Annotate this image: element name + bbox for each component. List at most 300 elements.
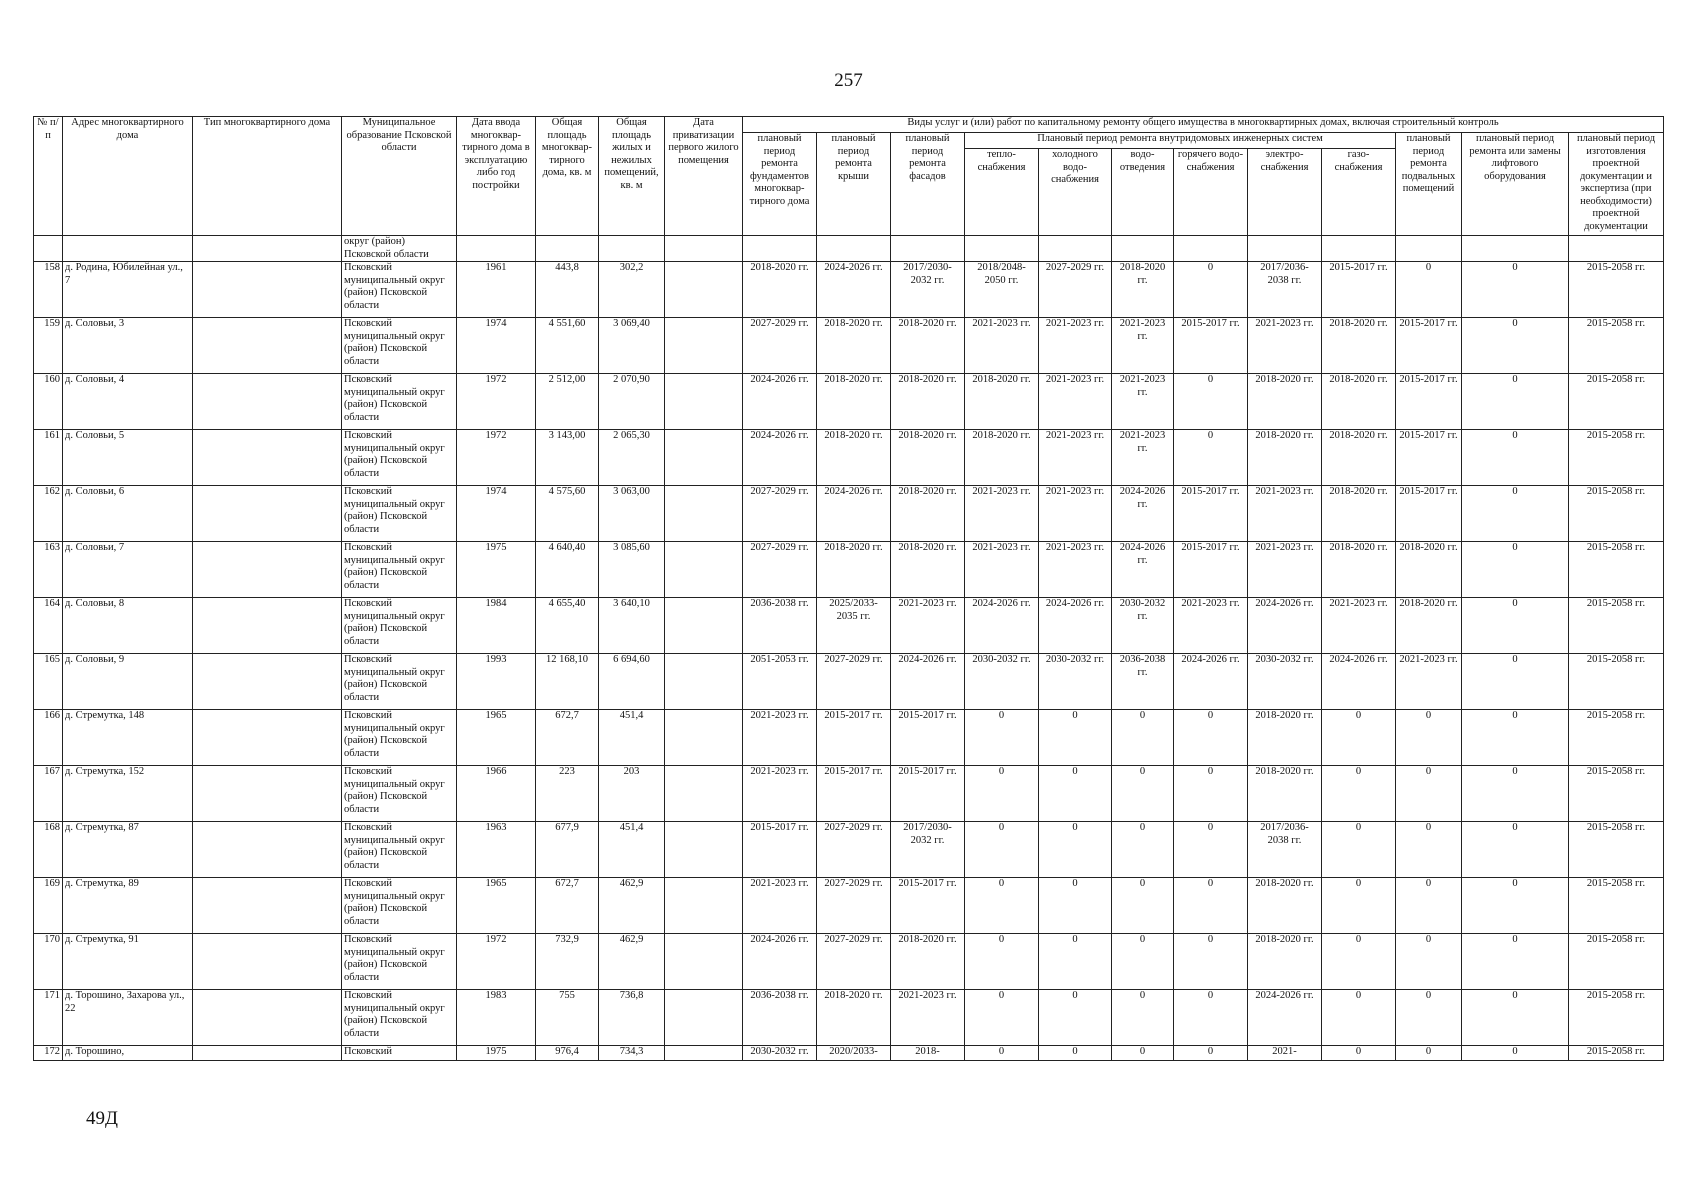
cell-foundation: 2036-2038 гг. (743, 598, 817, 654)
cell-year: 1966 (457, 766, 536, 822)
cell-heat: 2018/2048-2050 гг. (965, 262, 1039, 318)
cell-gas: 0 (1322, 710, 1396, 766)
cell-basement: 2015-2017 гг. (1396, 486, 1462, 542)
footer-code: 49Д (86, 1108, 118, 1129)
cell-address: д. Стремутка, 91 (63, 934, 193, 990)
cell-drainage: 2018-2020 гг. (1112, 262, 1174, 318)
cell-roof: 2020/2033- (817, 1046, 891, 1061)
cell-drainage: 2021-2023 гг. (1112, 374, 1174, 430)
cell-facade: 2018-2020 гг. (891, 430, 965, 486)
header-facade: плановый период ремонта фасадов (891, 133, 965, 236)
cell-roof: 2015-2017 гг. (817, 766, 891, 822)
header-design-docs: плановый период изготовления проектной документации и экспертиза (при необходимости) проектной документации (1569, 133, 1664, 236)
cell-drainage: 0 (1112, 990, 1174, 1046)
cell-drainage: 0 (1112, 1046, 1174, 1061)
cell-design-docs: 2015-2058 гг. (1569, 822, 1664, 878)
cell-heat: 2018-2020 гг. (965, 374, 1039, 430)
cell-type (193, 486, 342, 542)
cell-basement: 0 (1396, 1046, 1462, 1061)
cell-elevator: 0 (1462, 486, 1569, 542)
cell-cold-water: 2021-2023 гг. (1039, 542, 1112, 598)
cell-cold-water: 0 (1039, 878, 1112, 934)
cell-living-area: 3 085,60 (599, 542, 665, 598)
cell-facade: 2018- (891, 1046, 965, 1061)
cell-heat: 2018-2020 гг. (965, 430, 1039, 486)
cell-design-docs: 2015-2058 гг. (1569, 1046, 1664, 1061)
cell-privatization-date (665, 430, 743, 486)
cell-total-area: 443,8 (536, 262, 599, 318)
cell-basement: 2015-2017 гг. (1396, 430, 1462, 486)
cell-drainage: 0 (1112, 822, 1174, 878)
cell-type (193, 374, 342, 430)
cell-year: 1975 (457, 542, 536, 598)
cell-elevator: 0 (1462, 990, 1569, 1046)
cell-privatization-date (665, 878, 743, 934)
cell-privatization-date (665, 598, 743, 654)
cell-total-area: 4 655,40 (536, 598, 599, 654)
cell-foundation: 2036-2038 гг. (743, 990, 817, 1046)
cell-foundation: 2030-2032 гг. (743, 1046, 817, 1061)
capital-repair-table (33, 116, 1664, 1061)
cell-design-docs: 2015-2058 гг. (1569, 598, 1664, 654)
cell-num: 167 (34, 766, 63, 822)
cell-year: 1972 (457, 430, 536, 486)
cell-type (193, 318, 342, 374)
cell-year: 1983 (457, 990, 536, 1046)
cell-drainage: 0 (1112, 766, 1174, 822)
cell-heat: 2030-2032 гг. (965, 654, 1039, 710)
header-engineering-group: Плановый период ремонта внутридомовых инженерных систем (965, 133, 1396, 149)
page-number: 257 (834, 70, 863, 91)
cell-gas: 2021-2023 гг. (1322, 598, 1396, 654)
cell-cold-water: 0 (1039, 822, 1112, 878)
cell-hot-water: 0 (1174, 822, 1248, 878)
cell-heat: 2024-2026 гг. (965, 598, 1039, 654)
cell-heat: 0 (965, 710, 1039, 766)
header-municipality: Муниципальное образование Псковской области (342, 117, 457, 236)
cell-roof: 2018-2020 гг. (817, 318, 891, 374)
cell-hot-water: 2015-2017 гг. (1174, 542, 1248, 598)
cell-design-docs: 2015-2058 гг. (1569, 990, 1664, 1046)
cell-gas: 0 (1322, 990, 1396, 1046)
cell-address: д. Соловьи, 8 (63, 598, 193, 654)
cell-num: 159 (34, 318, 63, 374)
header-total-area: Общая площадь многоквар-тирного дома, кв. м (536, 117, 599, 236)
cell-roof: 2025/2033-2035 гг. (817, 598, 891, 654)
cell-cold-water: 0 (1039, 990, 1112, 1046)
table-row (34, 486, 1664, 542)
cell-elevator: 0 (1462, 542, 1569, 598)
cell-total-area: 755 (536, 990, 599, 1046)
cell-num: 161 (34, 430, 63, 486)
cell-year: 1963 (457, 822, 536, 878)
cell-heat: 0 (965, 766, 1039, 822)
cell-privatization-date (665, 710, 743, 766)
cell-foundation: 2021-2023 гг. (743, 710, 817, 766)
cell-facade: 2015-2017 гг. (891, 766, 965, 822)
cell-gas: 0 (1322, 766, 1396, 822)
header-basement: плановый период ремонта подвальных помещений (1396, 133, 1462, 236)
cell-num: 162 (34, 486, 63, 542)
cell-roof: 2027-2029 гг. (817, 822, 891, 878)
cell-design-docs: 2015-2058 гг. (1569, 542, 1664, 598)
table-body (34, 236, 1664, 1061)
cell-elevator: 0 (1462, 934, 1569, 990)
header-address: Адрес многоквартирного дома (63, 117, 193, 236)
cell-electric: 2021-2023 гг. (1248, 318, 1322, 374)
header-foundation: плановый период ремонта фундаментов многоквар-тирного дома (743, 133, 817, 236)
cell-electric: 2021-2023 гг. (1248, 542, 1322, 598)
cell-municipality: Псковский муниципальный округ (район) Псковской области (342, 990, 457, 1046)
cell-address: д. Соловьи, 4 (63, 374, 193, 430)
cell-hot-water: 2024-2026 гг. (1174, 654, 1248, 710)
cell-living-area: 203 (599, 766, 665, 822)
cell-type (193, 430, 342, 486)
cell-cold-water: 0 (1039, 710, 1112, 766)
cell-elevator: 0 (1462, 766, 1569, 822)
cell-elevator: 0 (1462, 430, 1569, 486)
cell-gas: 0 (1322, 934, 1396, 990)
cell-privatization-date (665, 486, 743, 542)
cell-facade: 2015-2017 гг. (891, 710, 965, 766)
header-num: № п/п (34, 117, 63, 236)
cell-drainage: 0 (1112, 934, 1174, 990)
cell-hot-water: 0 (1174, 710, 1248, 766)
cell-municipality: Псковский муниципальный округ (район) Псковской области (342, 710, 457, 766)
cell-elevator: 0 (1462, 822, 1569, 878)
cell-municipality: Псковский муниципальный округ (район) Псковской области (342, 934, 457, 990)
cell-living-area: 3 069,40 (599, 318, 665, 374)
cell-basement: 2018-2020 гг. (1396, 598, 1462, 654)
cell-address: д. Соловьи, 6 (63, 486, 193, 542)
cell-privatization-date (665, 262, 743, 318)
cell-num: 171 (34, 990, 63, 1046)
cell-facade: 2018-2020 гг. (891, 318, 965, 374)
cell-type (193, 1046, 342, 1061)
cell-elevator: 0 (1462, 1046, 1569, 1061)
cell-address: д. Стремутка, 148 (63, 710, 193, 766)
cell-cold-water: 2021-2023 гг. (1039, 374, 1112, 430)
table-row (34, 934, 1664, 990)
cell-basement: 0 (1396, 766, 1462, 822)
cell-address: д. Торошино, Захарова ул., 22 (63, 990, 193, 1046)
cell-facade: 2024-2026 гг. (891, 654, 965, 710)
cell-living-area: 2 065,30 (599, 430, 665, 486)
cell-total-area: 12 168,10 (536, 654, 599, 710)
cell-elevator: 0 (1462, 374, 1569, 430)
cell-hot-water: 0 (1174, 430, 1248, 486)
cell-num: 172 (34, 1046, 63, 1061)
header-heat: тепло-снабжения (965, 149, 1039, 236)
cell-gas: 2024-2026 гг. (1322, 654, 1396, 710)
cell-electric: 2021-2023 гг. (1248, 486, 1322, 542)
cell-year: 1965 (457, 710, 536, 766)
cell-design-docs: 2015-2058 гг. (1569, 878, 1664, 934)
cell-living-area: 736,8 (599, 990, 665, 1046)
table-row (34, 822, 1664, 878)
table-row (34, 598, 1664, 654)
cell-design-docs: 2015-2058 гг. (1569, 766, 1664, 822)
cell-drainage: 2024-2026 гг. (1112, 486, 1174, 542)
cell-facade: 2021-2023 гг. (891, 990, 965, 1046)
cell-cold-water: 2024-2026 гг. (1039, 598, 1112, 654)
table-row (34, 318, 1664, 374)
cell-type (193, 262, 342, 318)
cell-municipality: Псковский муниципальный округ (район) Псковской области (342, 542, 457, 598)
cell-roof: 2018-2020 гг. (817, 430, 891, 486)
cell-municipality: Псковский муниципальный округ (район) Псковской области (342, 318, 457, 374)
cell-gas: 2018-2020 гг. (1322, 374, 1396, 430)
header-drainage: водо-отведения (1112, 149, 1174, 236)
cell-num: 166 (34, 710, 63, 766)
cell-address: д. Соловьи, 3 (63, 318, 193, 374)
cell-living-area: 3 063,00 (599, 486, 665, 542)
cell-design-docs: 2015-2058 гг. (1569, 374, 1664, 430)
cell-hot-water: 0 (1174, 766, 1248, 822)
cell-design-docs: 2015-2058 гг. (1569, 654, 1664, 710)
cell-municipality: Псковский муниципальный округ (район) Псковской области (342, 654, 457, 710)
cell-electric: 2018-2020 гг. (1248, 710, 1322, 766)
cell-total-area: 3 143,00 (536, 430, 599, 486)
cell-drainage: 0 (1112, 710, 1174, 766)
cell-num: 169 (34, 878, 63, 934)
cell-municipality: Псковский муниципальный округ (район) Псковской области (342, 430, 457, 486)
cell-roof: 2027-2029 гг. (817, 934, 891, 990)
cell-facade: 2018-2020 гг. (891, 374, 965, 430)
cell-type (193, 934, 342, 990)
cell-type (193, 990, 342, 1046)
cell-basement: 2021-2023 гг. (1396, 654, 1462, 710)
cell-design-docs: 2015-2058 гг. (1569, 430, 1664, 486)
cell-municipality: Псковский муниципальный округ (район) Псковской области (342, 766, 457, 822)
cell-foundation: 2027-2029 гг. (743, 318, 817, 374)
cell-type (193, 654, 342, 710)
table-row (34, 878, 1664, 934)
cell-municipality: Псковский (342, 1046, 457, 1061)
cell-hot-water: 0 (1174, 878, 1248, 934)
cell-privatization-date (665, 1046, 743, 1061)
cell-roof: 2027-2029 гг. (817, 654, 891, 710)
cell-address: д. Торошино, (63, 1046, 193, 1061)
cell-hot-water: 0 (1174, 262, 1248, 318)
cell-facade: 2017/2030-2032 гг. (891, 262, 965, 318)
cell-municipality: Псковский муниципальный округ (район) Псковской области (342, 486, 457, 542)
cell-heat: 0 (965, 822, 1039, 878)
cell-living-area: 451,4 (599, 710, 665, 766)
cell-foundation: 2027-2029 гг. (743, 542, 817, 598)
cell-total-area: 223 (536, 766, 599, 822)
cell-facade: 2017/2030-2032 гг. (891, 822, 965, 878)
cell-facade: 2015-2017 гг. (891, 878, 965, 934)
cell-type (193, 878, 342, 934)
cell-address: д. Соловьи, 9 (63, 654, 193, 710)
cell-design-docs: 2015-2058 гг. (1569, 318, 1664, 374)
table-row (34, 654, 1664, 710)
cell-gas: 0 (1322, 878, 1396, 934)
header-electric: электро-снабжения (1248, 149, 1322, 236)
cell-electric: 2030-2032 гг. (1248, 654, 1322, 710)
cell-cold-water: 0 (1039, 766, 1112, 822)
cell-gas: 2018-2020 гг. (1322, 542, 1396, 598)
cell-cold-water: 2021-2023 гг. (1039, 318, 1112, 374)
cell-gas: 2018-2020 гг. (1322, 430, 1396, 486)
cell-design-docs: 2015-2058 гг. (1569, 934, 1664, 990)
cell-type (193, 542, 342, 598)
cell-basement: 2018-2020 гг. (1396, 542, 1462, 598)
cell-year: 1974 (457, 486, 536, 542)
cell-living-area: 302,2 (599, 262, 665, 318)
cell-gas: 2018-2020 гг. (1322, 318, 1396, 374)
cell-facade: 2018-2020 гг. (891, 486, 965, 542)
cell-foundation: 2027-2029 гг. (743, 486, 817, 542)
cell-electric: 2018-2020 гг. (1248, 374, 1322, 430)
header-living-area: Общая площадь жилых и нежилых помещений, кв. м (599, 117, 665, 236)
cell-privatization-date (665, 934, 743, 990)
cell-privatization-date (665, 822, 743, 878)
cell-address: д. Стремутка, 87 (63, 822, 193, 878)
cell-gas: 0 (1322, 1046, 1396, 1061)
cell-living-area: 734,3 (599, 1046, 665, 1061)
cell-year: 1993 (457, 654, 536, 710)
cell-design-docs: 2015-2058 гг. (1569, 486, 1664, 542)
cell-cold-water: 0 (1039, 1046, 1112, 1061)
cell-cold-water: 0 (1039, 934, 1112, 990)
cell-elevator: 0 (1462, 654, 1569, 710)
cell-year: 1975 (457, 1046, 536, 1061)
cell-heat: 0 (965, 990, 1039, 1046)
cell-living-area: 6 694,60 (599, 654, 665, 710)
cell-hot-water: 2021-2023 гг. (1174, 598, 1248, 654)
cell-foundation: 2051-2053 гг. (743, 654, 817, 710)
cell-basement: 0 (1396, 710, 1462, 766)
cell-roof: 2024-2026 гг. (817, 486, 891, 542)
table-row (34, 766, 1664, 822)
cell-hot-water: 0 (1174, 990, 1248, 1046)
cell-num: 163 (34, 542, 63, 598)
cell-address: д. Соловьи, 7 (63, 542, 193, 598)
cell-municipality: Псковский муниципальный округ (район) Псковской области (342, 878, 457, 934)
cell-total-area: 672,7 (536, 878, 599, 934)
cell-roof: 2027-2029 гг. (817, 878, 891, 934)
cell-drainage: 2030-2032 гг. (1112, 598, 1174, 654)
header-elevator: плановый период ремонта или замены лифтового оборудования (1462, 133, 1569, 236)
cell-facade: 2018-2020 гг. (891, 542, 965, 598)
cell-elevator: 0 (1462, 878, 1569, 934)
cell-num: 165 (34, 654, 63, 710)
cell-total-area: 732,9 (536, 934, 599, 990)
cell-roof: 2018-2020 гг. (817, 374, 891, 430)
cell-gas: 2015-2017 гг. (1322, 262, 1396, 318)
header-privatization-date: Дата приватизации первого жилого помещения (665, 117, 743, 236)
cell-heat: 2021-2023 гг. (965, 486, 1039, 542)
cell-drainage: 0 (1112, 878, 1174, 934)
cell-basement: 0 (1396, 990, 1462, 1046)
cell-year: 1961 (457, 262, 536, 318)
cell-foundation: 2018-2020 гг. (743, 262, 817, 318)
cell-drainage: 2024-2026 гг. (1112, 542, 1174, 598)
cell-living-area: 3 640,10 (599, 598, 665, 654)
header-cold-water: холодного водо-снабжения (1039, 149, 1112, 236)
table-row (34, 430, 1664, 486)
cell-hot-water: 2015-2017 гг. (1174, 486, 1248, 542)
cell-drainage: 2021-2023 гг. (1112, 318, 1174, 374)
cell-design-docs: 2015-2058 гг. (1569, 262, 1664, 318)
header-hot-water: горячего водо-снабжения (1174, 149, 1248, 236)
cell-heat: 0 (965, 1046, 1039, 1061)
cell-foundation: 2024-2026 гг. (743, 934, 817, 990)
cell-privatization-date (665, 766, 743, 822)
continuation-row (34, 236, 1664, 262)
cell-heat: 0 (965, 878, 1039, 934)
cell-type (193, 822, 342, 878)
cell-total-area: 2 512,00 (536, 374, 599, 430)
cell-drainage: 2021-2023 гг. (1112, 430, 1174, 486)
cell-type (193, 598, 342, 654)
cell-foundation: 2021-2023 гг. (743, 878, 817, 934)
cell-roof: 2024-2026 гг. (817, 262, 891, 318)
cell-electric: 2018-2020 гг. (1248, 878, 1322, 934)
cell-cold-water: 2021-2023 гг. (1039, 430, 1112, 486)
cell-num: 164 (34, 598, 63, 654)
cell-facade: 2021-2023 гг. (891, 598, 965, 654)
cell-living-area: 462,9 (599, 934, 665, 990)
cell-municipality: Псковский муниципальный округ (район) Псковской области (342, 822, 457, 878)
cell-privatization-date (665, 990, 743, 1046)
cell-hot-water: 2015-2017 гг. (1174, 318, 1248, 374)
cell-year: 1965 (457, 878, 536, 934)
table-row (34, 1046, 1664, 1061)
cell-foundation: 2024-2026 гг. (743, 430, 817, 486)
cell-total-area: 4 575,60 (536, 486, 599, 542)
cell-roof: 2018-2020 гг. (817, 990, 891, 1046)
cell-electric: 2018-2020 гг. (1248, 430, 1322, 486)
cell-electric: 2018-2020 гг. (1248, 766, 1322, 822)
cell-gas: 0 (1322, 822, 1396, 878)
table-row (34, 710, 1664, 766)
cell-hot-water: 0 (1174, 934, 1248, 990)
cell-privatization-date (665, 542, 743, 598)
cell-address: д. Родина, Юбилейная ул., 7 (63, 262, 193, 318)
cell-municipality: округ (район) Псковской области (342, 236, 457, 262)
cell-num: 160 (34, 374, 63, 430)
cell-heat: 0 (965, 934, 1039, 990)
cell-address: д. Стремутка, 152 (63, 766, 193, 822)
cell-privatization-date (665, 654, 743, 710)
cell-basement: 0 (1396, 878, 1462, 934)
cell-year: 1972 (457, 374, 536, 430)
cell-design-docs: 2015-2058 гг. (1569, 710, 1664, 766)
table-row (34, 542, 1664, 598)
cell-living-area: 462,9 (599, 878, 665, 934)
cell-electric: 2017/2036-2038 гг. (1248, 822, 1322, 878)
cell-living-area: 451,4 (599, 822, 665, 878)
cell-heat: 2021-2023 гг. (965, 318, 1039, 374)
cell-elevator: 0 (1462, 318, 1569, 374)
cell-total-area: 4 640,40 (536, 542, 599, 598)
cell-total-area: 976,4 (536, 1046, 599, 1061)
cell-electric: 2024-2026 гг. (1248, 990, 1322, 1046)
cell-roof: 2015-2017 гг. (817, 710, 891, 766)
cell-electric: 2018-2020 гг. (1248, 934, 1322, 990)
header-type: Тип многоквартирного дома (193, 117, 342, 236)
header-gas: газо-снабжения (1322, 149, 1396, 236)
cell-cold-water: 2027-2029 гг. (1039, 262, 1112, 318)
table-row (34, 990, 1664, 1046)
cell-year: 1984 (457, 598, 536, 654)
cell-privatization-date (665, 374, 743, 430)
cell-elevator: 0 (1462, 710, 1569, 766)
cell-basement: 0 (1396, 934, 1462, 990)
